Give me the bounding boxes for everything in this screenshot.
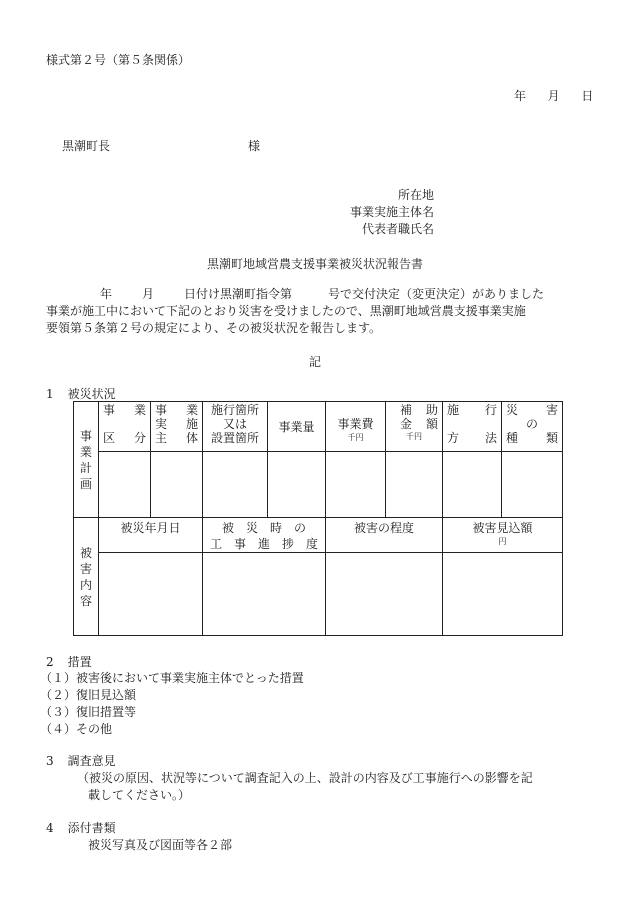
header-progress: 被 災 時 の 工 事 進 捗 度 <box>203 518 326 553</box>
section1-heading <box>46 386 116 402</box>
section1-number: 1 <box>46 387 54 401</box>
plan-cell-method <box>443 452 502 518</box>
section2-label: 措置 <box>67 655 92 669</box>
addressee-name: 黒潮町長 <box>62 139 111 153</box>
damage-cell-extent <box>326 553 443 636</box>
section3-label: 調査意見 <box>67 754 116 768</box>
section4-number: 4 <box>46 821 54 835</box>
body-month: 月 <box>142 287 155 301</box>
section3-note-line1: （被災の原因、状況等について調査記入の上、設計の内容及び工事施行への影響を記 <box>77 771 533 785</box>
plan-cell-cost <box>326 452 386 518</box>
header-estimate: 被害見込額 円 <box>443 518 563 553</box>
subsidy-unit: 千円 <box>406 432 422 441</box>
body-year: 年 <box>100 287 113 301</box>
plan-cell-kubun <box>99 452 151 518</box>
plan-cell-shutai <box>151 452 203 518</box>
section3-heading <box>46 753 116 769</box>
measure-item-3: （３）復旧措置等 <box>40 705 137 719</box>
body-paragraph <box>46 286 586 337</box>
estimate-unit: 円 <box>498 537 507 546</box>
body-mid: 日付け黒潮町指令第 <box>184 287 293 301</box>
header-disaster-type: 災 害 の 種 類 <box>502 402 563 452</box>
plan-cell-disaster-type <box>502 452 563 518</box>
section3-note-line2: 載してください。） <box>88 788 191 802</box>
damage-cell-progress <box>203 553 326 636</box>
date-month: 月 <box>547 89 560 103</box>
date-day: 日 <box>581 89 594 103</box>
cost-unit: 千円 <box>347 432 364 442</box>
section2-heading <box>46 654 92 670</box>
header-subsidy: 補 助 金 額 千円 <box>386 402 443 452</box>
header-cost: 事業費 千円 <box>326 402 386 452</box>
section4-heading <box>46 820 116 836</box>
header-jigyo-shutai: 事 業 実 施 主 体 <box>151 402 203 452</box>
damage-cell-date <box>99 553 203 636</box>
plan-cell-location <box>203 452 268 518</box>
measure-item-2: （２）復旧見込額 <box>40 688 137 702</box>
plan-cell-quantity <box>268 452 326 518</box>
section1-label: 被災状況 <box>67 387 116 401</box>
header-extent: 被害の程度 <box>326 518 443 553</box>
header-damage-date: 被災年月日 <box>99 518 203 553</box>
section2-number: 2 <box>46 655 54 669</box>
ki-label: 記 <box>308 355 321 369</box>
measure-item-4: （４）その他 <box>40 722 113 736</box>
header-location: 施行箇所 又は 設置箇所 <box>203 402 268 452</box>
damage-cell-estimate <box>443 553 563 636</box>
body-line2: 事業が施工中において下記のとおり災害を受けましたので、黒潮町地域営農支援事業実施 <box>46 304 526 318</box>
date-line <box>514 88 593 104</box>
measure-item-1: （１）被害後において事業実施主体でとった措置 <box>40 671 304 685</box>
section4-label: 添付書類 <box>67 821 116 835</box>
body-line3: 要領第５条第２号の規定により、その被災状況を報告します。 <box>46 321 382 335</box>
row-label-damage: 被 害 内 容 <box>74 518 99 636</box>
section4-content: 被災写真及び図面等各２部 <box>88 838 233 852</box>
entity-label: 事業実施主体名 <box>349 205 434 219</box>
header-method: 施 行 方 法 <box>443 402 502 452</box>
body-tail: 号で交付決定（変更決定）がありました <box>328 287 545 301</box>
header-jigyo-kubun: 事 業 区 分 <box>99 402 151 452</box>
addressee-honorific: 様 <box>248 139 261 153</box>
form-number: 様式第２号（第５条関係） <box>46 53 191 67</box>
address-label: 所在地 <box>397 188 434 202</box>
row-label-plan: 事 業 計 画 <box>74 402 99 518</box>
rep-label: 代表者職氏名 <box>361 222 434 236</box>
section3-number: 3 <box>46 754 54 768</box>
plan-cell-subsidy <box>386 452 443 518</box>
date-year: 年 <box>514 89 527 103</box>
document-title: 黒潮町地域営農支援事業被災状況報告書 <box>206 257 423 271</box>
header-quantity: 事業量 <box>268 402 326 452</box>
damage-report-table <box>73 401 563 636</box>
